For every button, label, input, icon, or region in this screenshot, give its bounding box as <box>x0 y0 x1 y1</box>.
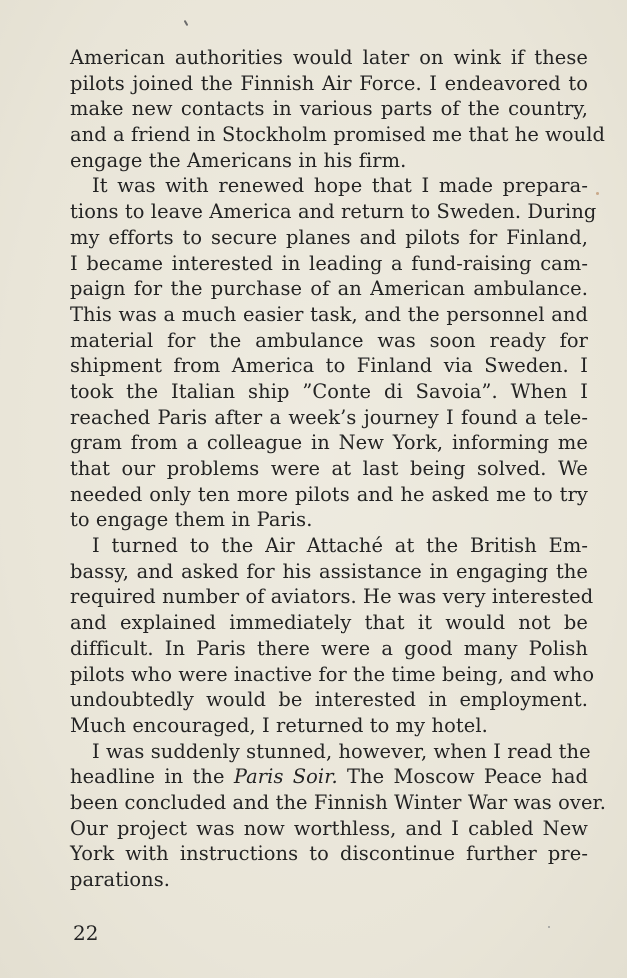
text-line: reached Paris after a week’s journey I found a tele- <box>70 405 588 429</box>
text-line: and a friend in Stockholm promised me that he would <box>70 123 606 147</box>
text-line: York with instructions to discontinue further pre- <box>70 842 588 866</box>
text-line: pilots who were inactive for the time being, and who <box>70 662 595 686</box>
body-text <box>70 45 607 893</box>
text-line: parations. <box>70 868 171 891</box>
text-line: gram from a colleague in New York, informing me <box>70 431 588 455</box>
text-line: American authorities would later on wink if these <box>70 46 588 69</box>
dust-speck <box>548 926 550 928</box>
paragraph-first-line: I was suddenly stunned, however, when I read the <box>92 739 591 763</box>
stain-speck <box>596 192 599 195</box>
text-line: took the Italian ship ”Conte di Savoia”. When I <box>70 379 588 403</box>
text-line: paign for the purchase of an American ambulance. <box>70 277 588 301</box>
text-segment: headline in the <box>70 765 225 789</box>
text-line: bassy, and asked for his assistance in engaging the <box>70 559 588 583</box>
text-line: required number of aviators. He was very interested <box>70 585 594 609</box>
text-line: and explained immediately that it would not be <box>70 611 588 635</box>
text-line-with-italic <box>70 764 588 790</box>
text-line: engage the Americans in his firm. <box>70 148 407 172</box>
text-line: needed only ten more pilots and he asked me to try <box>70 482 588 506</box>
text-line: to engage them in Paris. <box>70 508 313 532</box>
text-line: that our problems were at last being solved. We <box>70 457 588 480</box>
text-line: tions to leave America and return to Sweden. During <box>70 200 597 224</box>
text-line: Our project was now worthless, and I cabled New <box>70 816 588 840</box>
paragraph-first-line: I turned to the Air Attaché at the British Em- <box>92 534 588 558</box>
page-number: 22 <box>73 921 99 945</box>
text-line: my efforts to secure planes and pilots for Finland, <box>70 225 588 249</box>
text-line: shipment from America to Finland via Sweden. I <box>70 354 588 378</box>
text-line: difficult. In Paris there were a good many Polish <box>70 636 588 660</box>
paragraph-first-line: It was with renewed hope that I made prepara- <box>92 174 588 198</box>
text-line: I became interested in leading a fund-raising cam- <box>70 251 588 275</box>
text-segment: The Moscow Peace had <box>337 765 588 789</box>
text-line: Much encouraged, I returned to my hotel. <box>70 713 488 737</box>
text-line: material for the ambulance was soon ready for <box>70 328 588 352</box>
text-line: been concluded and the Finnish Winter War was over. <box>70 790 607 814</box>
text-line: This was a much easier task, and the personnel and <box>70 302 588 326</box>
text-line: make new contacts in various parts of the country, <box>70 97 588 121</box>
ink-speck <box>184 20 189 26</box>
text-line: undoubtedly would be interested in employment. <box>70 688 588 712</box>
newspaper-title: Paris Soir. <box>233 765 338 789</box>
text-line: pilots joined the Finnish Air Force. I endeavored to <box>70 71 588 95</box>
